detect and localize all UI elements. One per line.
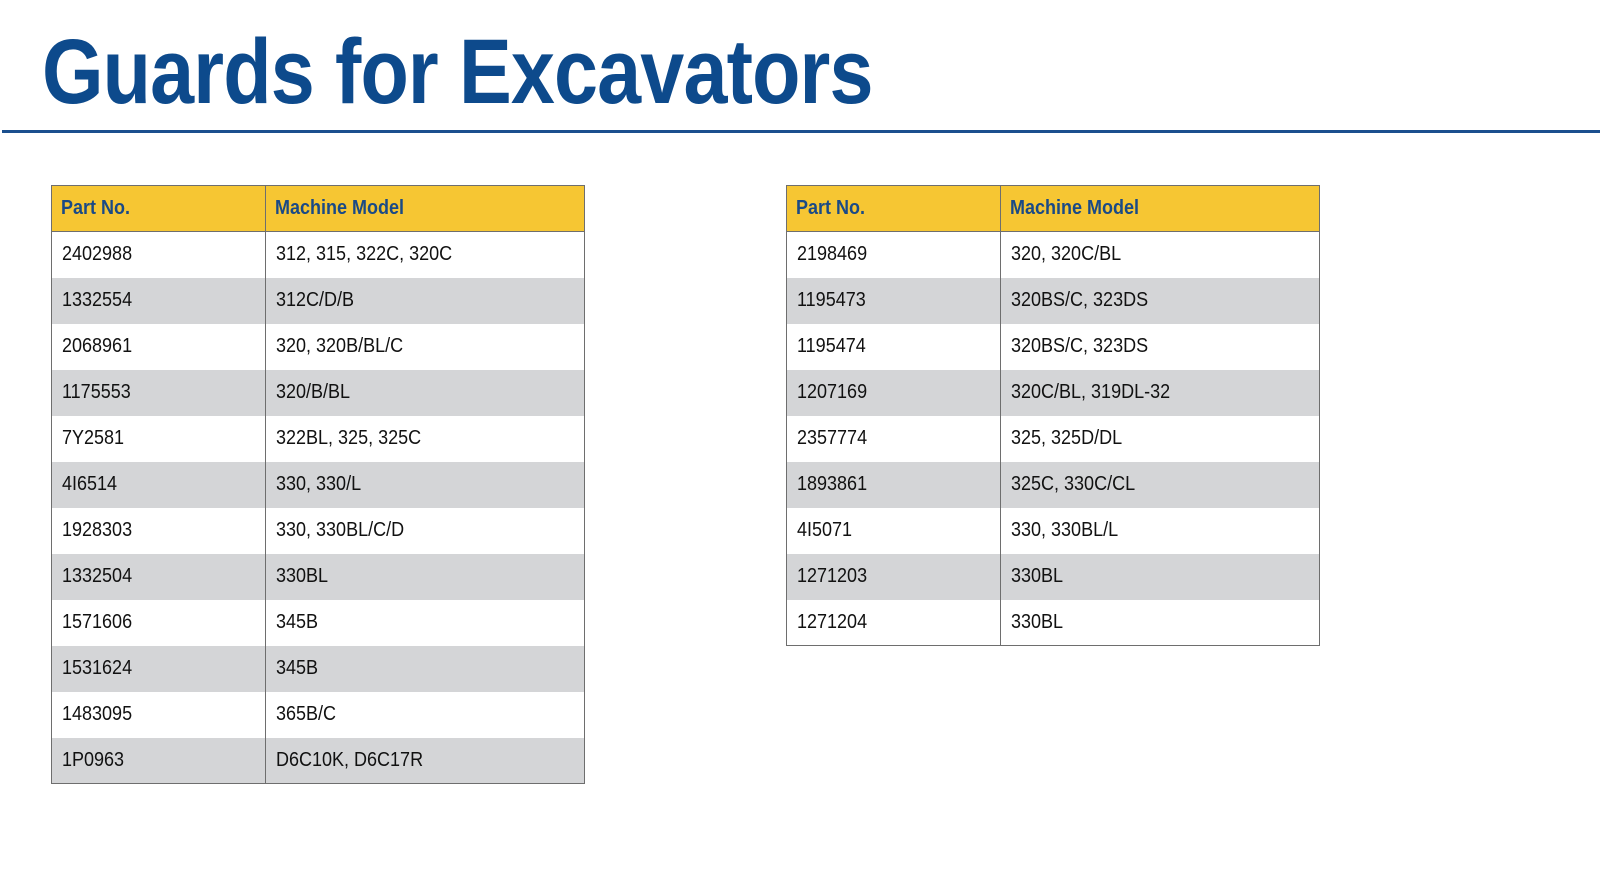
machine-model-cell: 330BL xyxy=(266,554,585,600)
machine-model-cell: 325C, 330C/CL xyxy=(1001,462,1320,508)
part-no-cell: 7Y2581 xyxy=(52,416,266,462)
machine-model-cell: 320BS/C, 323DS xyxy=(1001,278,1320,324)
machine-model-cell: 320, 320B/BL/C xyxy=(266,324,585,370)
part-no-cell: 1195474 xyxy=(787,324,1001,370)
part-no-cell: 1P0963 xyxy=(52,738,266,784)
machine-model-header: Machine Model xyxy=(1001,186,1320,232)
part-no-cell: 1571606 xyxy=(52,600,266,646)
part-no-cell: 1207169 xyxy=(787,370,1001,416)
part-no-cell: 1271204 xyxy=(787,600,1001,646)
machine-model-cell: 345B xyxy=(266,600,585,646)
part-no-header: Part No. xyxy=(52,186,266,232)
machine-model-cell: 320C/BL, 319DL-32 xyxy=(1001,370,1320,416)
table-row xyxy=(52,370,585,416)
part-no-cell: 1332554 xyxy=(52,278,266,324)
machine-model-cell: 320BS/C, 323DS xyxy=(1001,324,1320,370)
machine-model-cell: 330, 330BL/L xyxy=(1001,508,1320,554)
table-row xyxy=(52,508,585,554)
part-no-cell: 2357774 xyxy=(787,416,1001,462)
table-header-row xyxy=(52,186,585,232)
table-row xyxy=(52,232,585,278)
part-no-cell: 1483095 xyxy=(52,692,266,738)
part-no-cell: 1195473 xyxy=(787,278,1001,324)
machine-model-cell: 322BL, 325, 325C xyxy=(266,416,585,462)
table-row xyxy=(787,600,1320,646)
machine-model-cell: 312C/D/B xyxy=(266,278,585,324)
table-row xyxy=(52,462,585,508)
parts-table-right xyxy=(786,185,1320,646)
table-header-row xyxy=(787,186,1320,232)
table-row xyxy=(52,278,585,324)
table-row xyxy=(787,508,1320,554)
part-no-cell: 2198469 xyxy=(787,232,1001,278)
machine-model-header: Machine Model xyxy=(266,186,585,232)
machine-model-cell: 325, 325D/DL xyxy=(1001,416,1320,462)
table-row xyxy=(52,554,585,600)
table-row xyxy=(787,462,1320,508)
machine-model-cell: 320, 320C/BL xyxy=(1001,232,1320,278)
machine-model-cell: 345B xyxy=(266,646,585,692)
machine-model-cell: 320/B/BL xyxy=(266,370,585,416)
table-row xyxy=(787,416,1320,462)
table-row xyxy=(787,370,1320,416)
table-row xyxy=(52,600,585,646)
machine-model-cell: 312, 315, 322C, 320C xyxy=(266,232,585,278)
part-no-cell: 1531624 xyxy=(52,646,266,692)
part-no-cell: 2402988 xyxy=(52,232,266,278)
title-divider xyxy=(2,130,1600,133)
table-row xyxy=(787,324,1320,370)
part-no-cell: 1271203 xyxy=(787,554,1001,600)
table-row xyxy=(787,278,1320,324)
machine-model-cell: 330BL xyxy=(1001,554,1320,600)
table-row xyxy=(787,232,1320,278)
table-row xyxy=(787,554,1320,600)
machine-model-cell: 330BL xyxy=(1001,600,1320,646)
part-no-cell: 1928303 xyxy=(52,508,266,554)
table-row xyxy=(52,416,585,462)
part-no-header: Part No. xyxy=(787,186,1001,232)
table-row xyxy=(52,738,585,784)
table-row xyxy=(52,646,585,692)
table-row xyxy=(52,692,585,738)
part-no-cell: 1175553 xyxy=(52,370,266,416)
part-no-cell: 1332504 xyxy=(52,554,266,600)
page-title: Guards for Excavators xyxy=(42,21,873,123)
part-no-cell: 4I6514 xyxy=(52,462,266,508)
machine-model-cell: 365B/C xyxy=(266,692,585,738)
parts-table-left xyxy=(51,185,585,784)
machine-model-cell: 330, 330/L xyxy=(266,462,585,508)
machine-model-cell: D6C10K, D6C17R xyxy=(266,738,585,784)
part-no-cell: 1893861 xyxy=(787,462,1001,508)
machine-model-cell: 330, 330BL/C/D xyxy=(266,508,585,554)
table-row xyxy=(52,324,585,370)
part-no-cell: 4I5071 xyxy=(787,508,1001,554)
part-no-cell: 2068961 xyxy=(52,324,266,370)
